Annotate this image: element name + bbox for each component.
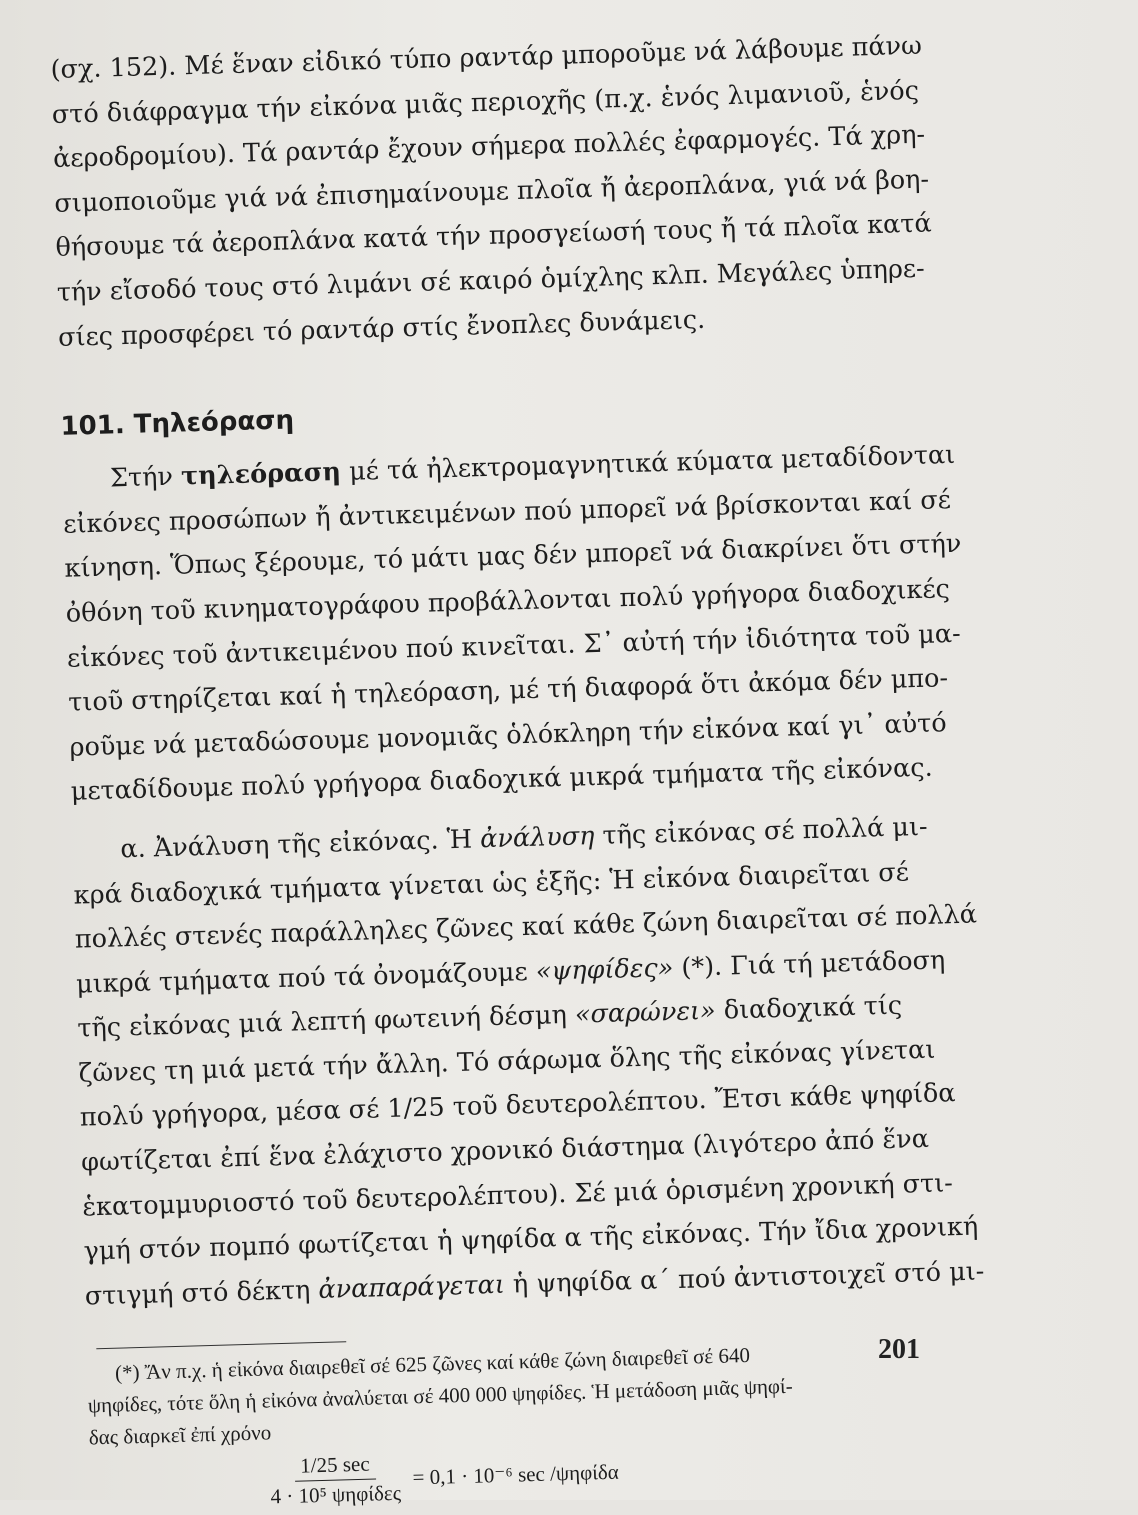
text-line: θήσουμε τά ἀεροπλάνα κατά τήν προσγείωσή τους ἤ τά πλοῖα κατά [55, 208, 933, 264]
section-number: 101 [60, 410, 116, 443]
text-line: κίνηση. Ὅπως ξέρουμε, τό μάτι μας δέν μπορεῖ νά διακρίνει ὅτι στήν [64, 529, 962, 585]
text-line: σιμοποιοῦμε γιά νά ἐπισημαίνουμε πλοῖα ἤ ἀεροπλάνα, γιά νά βοη- [53, 164, 930, 219]
page-number: 201 [878, 1334, 920, 1365]
text-line: ὀθόνη τοῦ κινηματογράφου προβάλλονται πολύ γρήγορα διαδοχικές [65, 574, 951, 629]
text-run: (*). Γιά τή μετάδοση [672, 945, 946, 983]
section-title: Τηλεόραση [133, 405, 295, 440]
bold-term: τηλεόραση [180, 457, 342, 492]
analysis-paragraph [72, 805, 985, 1319]
text-line: εἰκόνες προσώπων ἤ ἀντικειμένων πού μπορεῖ νά βρίσκονται καί σέ [62, 484, 952, 540]
text-run: Ἡ [438, 824, 481, 856]
footnote-line: δας διαρκεῖ ἐπί χρόνο [88, 1420, 272, 1450]
intro-paragraph [50, 24, 933, 360]
text-line: ζῶνες τη μιά μετά τήν ἄλλη. Τό σάρωμα ὅλης τῆς εἰκόνας γίνεται [78, 1034, 936, 1089]
footnote-divider [96, 1342, 346, 1350]
italic-term: «σαρώνει» [574, 996, 717, 1030]
subsection-label: α. Ἀνάλυση τῆς εἰκόνας. [119, 825, 440, 865]
text-line: στό διάφραγμα τήν εἰκόνα μιᾶς περιοχῆς (π.χ. ἑνός λιμανιοῦ, ἑνός [51, 75, 920, 130]
italic-term: ἀναπαράγεται [318, 1269, 506, 1305]
footnote [87, 1334, 949, 1454]
text-run: στιγμή στό δέκτη [84, 1274, 319, 1312]
formula-numerator: 1/25 sec [294, 1452, 376, 1482]
text-line: ἑκατομμυριοστό τοῦ δευτερολέπτου). Σέ μιά ὁρισμένη χρονική στι- [81, 1167, 954, 1223]
text-line: τιοῦ στηρίζεται καί ἡ τηλεόραση, μέ τή διαφορά ὅτι ἀκόμα δέν μπο- [67, 663, 949, 718]
footnote-formula [269, 1436, 950, 1510]
tv-paragraph [61, 434, 962, 815]
text-run: μέ τά ἠλεκτρομαγνητικά κύματα μεταδίδονται [340, 440, 956, 488]
text-line: (σχ. 152). Μέ ἕναν εἰδικό τύπο ραντάρ μποροῦμε νά λάβουμε πάνω [50, 30, 923, 85]
page-text-block [50, 24, 985, 1515]
formula-denominator: 4 · 10⁵ ψηφίδες [270, 1481, 402, 1509]
text-run: Στήν [109, 461, 182, 494]
text-line: τήν εἴσοδό τους στό λιμάνι σέ καιρό ὁμίχλης κλπ. Μεγάλες ὑπηρε- [56, 253, 926, 308]
text-line: κρά διαδοχικά τμήματα γίνεται ὡς ἑξῆς: Ἡ εἰκόνα διαιρεῖται σέ [73, 856, 910, 911]
formula-fraction [269, 1451, 401, 1510]
section-heading [60, 388, 921, 442]
text-line: σίες προσφέρει τό ραντάρ στίς ἔνοπλες δυνάμεις. [57, 304, 706, 353]
text-run: ἡ ψηφίδα α΄ πού ἀντιστοιχεῖ στό μι- [504, 1256, 985, 1300]
text-line: ἀεροδρομίου). Τά ραντάρ ἔχουν σήμερα πολλές ἐφαρμογές. Τά χρη- [52, 119, 926, 175]
text-line: φωτίζεται ἐπί ἕνα ἐλάχιστο χρονικό διάστημα (λιγότερο ἀπό ἕνα [80, 1123, 930, 1178]
text-line: πολλές στενές παράλληλες ζῶνες καί κάθε ζώνη διαιρεῖται σέ πολλά [74, 899, 978, 955]
formula-result: = 0,1 · 10⁻⁶ sec /ψηφίδα [412, 1460, 620, 1490]
text-run: τῆς εἰκόνας μιά λεπτή φωτεινή δέσμη [76, 1000, 576, 1044]
text-run: διαδοχικά τίς [715, 990, 903, 1027]
italic-term: «ψηφίδες» [535, 952, 674, 987]
footnote-line: (*) Ἄν π.χ. ἡ εἰκόνα διαιρεθεῖ σέ 625 ζῶνες καί κάθε ζώνη διαιρεθεῖ σέ 640 [114, 1343, 751, 1386]
text-line: εἰκόνες τοῦ ἀντικειμένου πού κινεῖται. Σ᾽ αὐτή τήν ἰδιότητα τοῦ μα- [66, 618, 961, 674]
italic-term: ἀνάλυση [479, 821, 595, 855]
text-line: γμή στόν πομπό φωτίζεται ἡ ψηφίδα α τῆς εἰκόνας. Τήν ἴδια χρονική [83, 1211, 979, 1267]
text-line: μεταδίδουμε πολύ γρήγορα διαδοχικά μικρά τμήματα τῆς εἰκόνας. [70, 752, 934, 808]
text-run: τῆς εἰκόνας σέ πολλά μι- [594, 811, 928, 852]
footnote-line: ψηφίδες, τότε ὅλη ἡ εἰκόνα ἀναλύεται σέ 400 000 ψηφίδες. Ἡ μετάδοση μιᾶς ψηφί- [87, 1374, 793, 1418]
text-run: μικρά τμήματα πού τά ὀνομάζουμε [75, 956, 537, 1000]
text-line: ροῦμε νά μεταδώσουμε μονομιᾶς ὁλόκληρη τήν εἰκόνα καί γι᾽ αὐτό [69, 707, 948, 763]
section-separator: . [114, 410, 126, 441]
text-line: πολύ γρήγορα, μέσα σέ 1/25 τοῦ δευτερολέπτου. Ἔτσι κάθε ψηφίδα [79, 1078, 956, 1134]
